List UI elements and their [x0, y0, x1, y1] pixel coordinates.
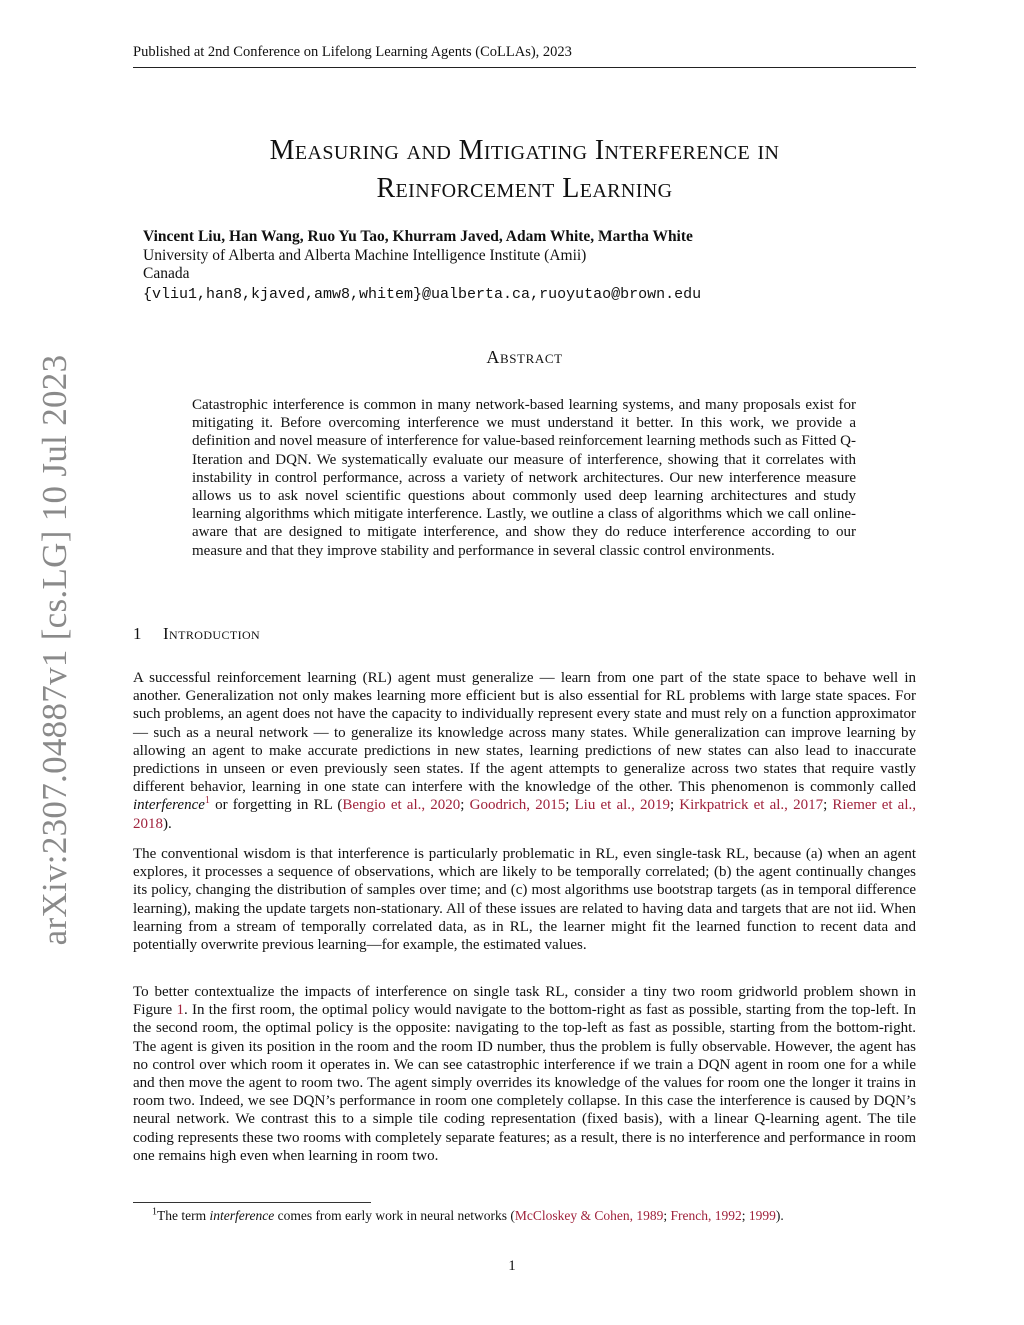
section-title: Introduction	[163, 624, 261, 643]
term-interference: interference	[133, 797, 205, 814]
author-email: {vliu1,han8,kjaved,amw8,whitem}@ualberta.ca,ruoyutao@brown.edu	[143, 285, 702, 303]
running-header: Published at 2nd Conference on Lifelong Learning Agents (CoLLAs), 2023	[133, 44, 916, 68]
citation-link[interactable]: Liu et al., 2019	[574, 797, 670, 814]
section-number: 1	[133, 624, 142, 643]
citation-link[interactable]: 1999	[748, 1208, 776, 1223]
footnote-number: 1	[152, 1206, 157, 1218]
author-country: Canada	[143, 265, 190, 282]
footnote-divider	[133, 1202, 371, 1203]
title-line-2: Reinforcement Learning	[376, 173, 673, 204]
intro-paragraph-2: The conventional wisdom is that interference is particularly problematic in RL, even single-task RL, because (a) when an agent explores, it processes a sequence of observations, which are likely to be temporally correlated; (b) the agent continually changes its policy, changing the distribution of samples over time; and (c) most algorithms use bootstrap targets (as in temporal difference learning), making the update targets non-stationary. All of these issues are related to having data and targets that are not iid. When learning from a stream of temporally correlated data, as in RL, the learner might fit the learned function to recent data and potentially overwrite previous learning—for example, the estimated values.	[133, 846, 916, 954]
author-block	[143, 228, 701, 304]
page-number: 1	[508, 1258, 516, 1274]
citation-link[interactable]: Bengio et al., 2020	[342, 797, 461, 814]
citation-link[interactable]: Riemer et al., 2018	[133, 797, 917, 832]
title-line-1: Measuring and Mitigating Interference in	[269, 135, 780, 166]
figure-ref-link[interactable]: 1	[176, 1002, 184, 1019]
paper-title	[133, 132, 916, 208]
citation-link[interactable]: French, 1992	[670, 1208, 742, 1223]
section-heading	[133, 624, 260, 644]
citation-link[interactable]: Goodrich, 2015	[469, 797, 566, 814]
citation-link[interactable]: Kirkpatrick et al., 2017	[679, 797, 824, 814]
arxiv-stamp: arXiv:2307.04887v1 [cs.LG] 10 Jul 2023	[35, 354, 74, 946]
abstract-text: Catastrophic interference is common in many network-based learning systems, and many proposals exist for mitigating it. Before overcoming interference we must understand it better. In this work, we provide a definition and novel measure of interference for value-based reinforcement learning methods such as Fitted Q-Iteration and DQN. We systematically evaluate our measure of interference, showing that it correlates with instability in control performance, across a variety of network architectures. Our new interference measure allows us to ask novel scientific questions about commonly used deep learning architectures and study learning algorithms which mitigate interference. Lastly, we outline a class of algorithms which we call online-aware that are designed to mitigate interference, and show they do reduce interference according to our measure and that they improve stability and performance in several classic control environments.	[192, 397, 856, 559]
author-names: Vincent Liu, Han Wang, Ruo Yu Tao, Khurram Javed, Adam White, Martha White	[143, 228, 693, 245]
footnote: $^1$The term interference comes from early work in neural networks (McCloskey & Cohen, 1989; French, 1992; 1999).	[152, 1206, 784, 1223]
abstract-heading: Abstract	[486, 347, 563, 367]
intro-paragraph-3: To better contextualize the impacts of interference on single task RL, consider a tiny two room gridworld problem shown in Figure 1. In the first room, the optimal policy would navigate to the bottom-right as fast as possible, starting from the top-left. In the second room, the optimal policy is the opposite: navigating to the top-left as fast as possible, starting from the bottom-right. The agent is given its position in the room and the room ID number, thus the problem is fully observable. However, the agent has no control over which room it operates in. We can see catastrophic interference if we train a DQN agent in room one for a while and then move the agent to room two. The agent simply overrides its knowledge of the values for room one the longer it trains in room two. Indeed, we see DQN’s performance in room one completely collapse. In this case the interference is caused by DQN’s neural network. We contrast this to a simple tile coding representation (fixed basis), with a linear Q-learning agent. The tile coding represents these two rooms with completely separate features; as a result, there is no interference and performance in room one remains high even when learning in room two.	[133, 984, 916, 1164]
citation-link[interactable]: McCloskey & Cohen, 1989	[514, 1208, 664, 1223]
intro-paragraph-1: A successful reinforcement learning (RL) agent must generalize — learn from one part of the state space to behave well in another. Generalization not only makes learning more efficient but is also essential for RL problems with large state spaces. For such problems, an agent does not have the capacity to individually represent every state and must rely on a function approximator — such as a neural network — to generalize its knowledge across many states. While generalization can improve learning by allowing an agent to make accurate predictions in new states, learning predictions of new states can also lead to inaccurate predictions in unseen or even previously seen states. If the agent attempts to generalize across two states that require vastly different behavior, learning in one state can interfere with the knowledge of the other. This phenomenon is commonly called interference$^1$ or forgetting in RL (Bengio et al., 2020; Goodrich, 2015; Liu et al., 2019; Kirkpatrick et al., 2017; Riemer et al., 2018).	[133, 670, 917, 832]
footnote-mark[interactable]: 1	[204, 795, 210, 807]
author-affiliation: University of Alberta and Alberta Machine Intelligence Institute (Amii)	[143, 246, 587, 264]
